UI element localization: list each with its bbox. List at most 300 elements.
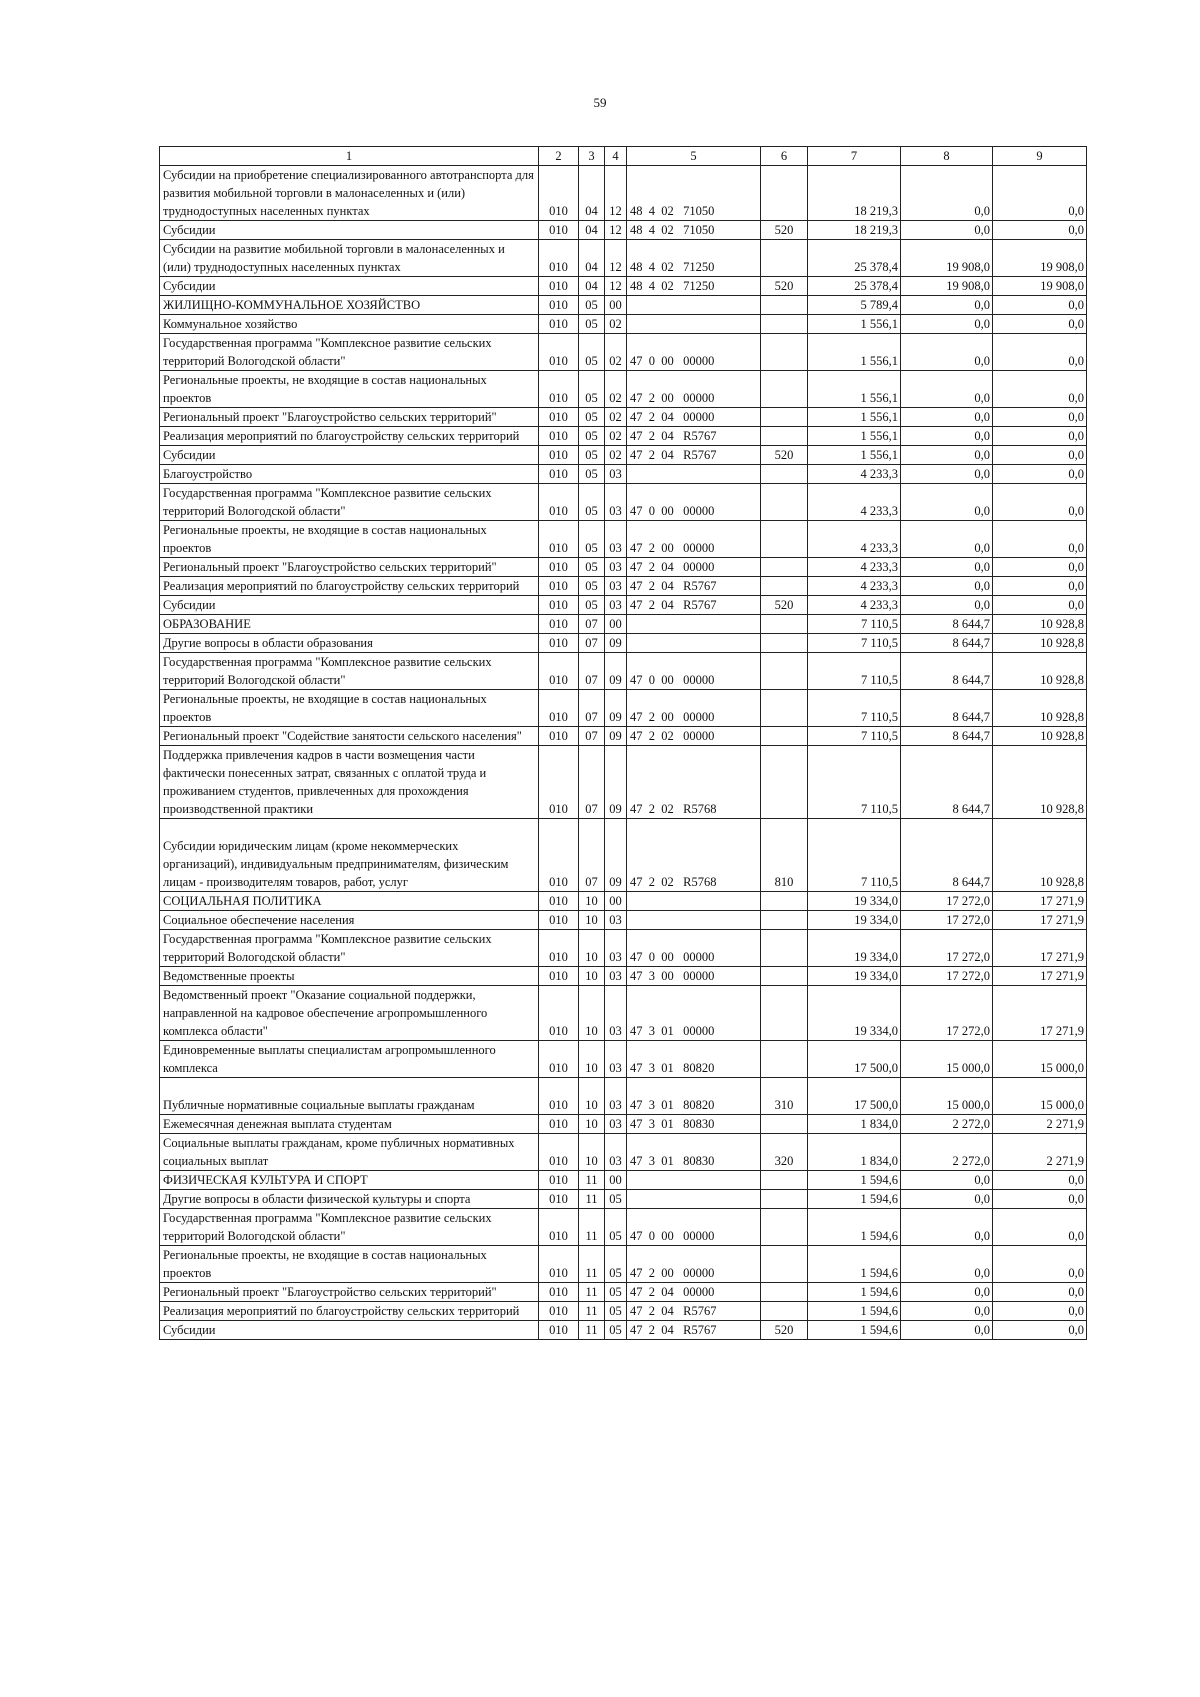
table-row: [160, 427, 1087, 446]
table-row: [160, 819, 1087, 892]
amount-col7: 1 556,1: [808, 371, 901, 408]
code-expense-type: [761, 296, 808, 315]
code-admin: 010: [539, 577, 579, 596]
amount-col9: 0,0: [993, 427, 1087, 446]
code-subsection: 09: [605, 819, 627, 892]
table-row: [160, 521, 1087, 558]
table-row: [160, 166, 1087, 221]
code-target: [627, 911, 761, 930]
code-expense-type: [761, 1190, 808, 1209]
amount-col8: 17 272,0: [901, 930, 993, 967]
amount-col8: 8 644,7: [901, 819, 993, 892]
amount-col8: 2 272,0: [901, 1134, 993, 1171]
code-expense-type: [761, 727, 808, 746]
table-row: [160, 911, 1087, 930]
amount-col9: 0,0: [993, 1302, 1087, 1321]
code-target: 48 4 02 71250: [627, 277, 761, 296]
amount-col9: 19 908,0: [993, 277, 1087, 296]
amount-col9: 0,0: [993, 1209, 1087, 1246]
amount-col8: 0,0: [901, 296, 993, 315]
code-admin: 010: [539, 653, 579, 690]
amount-col9: 0,0: [993, 221, 1087, 240]
code-admin: 010: [539, 1115, 579, 1134]
amount-col7: 1 556,1: [808, 427, 901, 446]
code-expense-type: 810: [761, 819, 808, 892]
code-expense-type: [761, 1302, 808, 1321]
code-section: 07: [579, 634, 605, 653]
row-name: Социальное обеспечение населения: [160, 911, 539, 930]
amount-col9: 0,0: [993, 446, 1087, 465]
row-name: Ведомственный проект "Оказание социальной поддержки, направленной на кадровое обеспечение агропромышленного комплекса области": [160, 986, 539, 1041]
amount-col9: 0,0: [993, 1190, 1087, 1209]
amount-col8: 8 644,7: [901, 653, 993, 690]
amount-col9: 10 928,8: [993, 615, 1087, 634]
code-subsection: 03: [605, 484, 627, 521]
code-target: 47 2 04 R5767: [627, 1302, 761, 1321]
amount-col8: 0,0: [901, 521, 993, 558]
amount-col9: 0,0: [993, 521, 1087, 558]
amount-col8: 19 908,0: [901, 277, 993, 296]
code-admin: 010: [539, 484, 579, 521]
code-admin: 010: [539, 930, 579, 967]
code-expense-type: [761, 465, 808, 484]
code-expense-type: [761, 166, 808, 221]
code-section: 07: [579, 727, 605, 746]
code-expense-type: [761, 1041, 808, 1078]
code-admin: 010: [539, 371, 579, 408]
code-section: 05: [579, 315, 605, 334]
code-subsection: 09: [605, 653, 627, 690]
code-target: [627, 296, 761, 315]
code-subsection: 00: [605, 892, 627, 911]
amount-col8: 0,0: [901, 371, 993, 408]
amount-col8: 0,0: [901, 1302, 993, 1321]
amount-col9: 0,0: [993, 371, 1087, 408]
code-target: 47 2 04 R5767: [627, 596, 761, 615]
amount-col8: 0,0: [901, 1209, 993, 1246]
code-expense-type: [761, 315, 808, 334]
code-section: 10: [579, 1041, 605, 1078]
budget-table: [159, 146, 1087, 1340]
amount-col9: 0,0: [993, 577, 1087, 596]
code-admin: 010: [539, 521, 579, 558]
table-body: [160, 147, 1087, 1340]
amount-col9: 0,0: [993, 1321, 1087, 1340]
row-name: Поддержка привлечения кадров в части возмещения части фактически понесенных затрат, связанных с оплатой труда и проживанием студентов, привлеченных для прохождения производственной практики: [160, 746, 539, 819]
row-name: Региональный проект "Благоустройство сельских территорий": [160, 1283, 539, 1302]
table-row: [160, 986, 1087, 1041]
amount-col9: 0,0: [993, 408, 1087, 427]
code-target: 47 2 00 00000: [627, 521, 761, 558]
row-name: Региональные проекты, не входящие в состав национальных проектов: [160, 371, 539, 408]
row-name: Субсидии: [160, 221, 539, 240]
code-expense-type: [761, 1171, 808, 1190]
table-row: [160, 746, 1087, 819]
code-expense-type: [761, 986, 808, 1041]
amount-col9: 17 271,9: [993, 930, 1087, 967]
code-admin: 010: [539, 1078, 579, 1115]
code-section: 05: [579, 596, 605, 615]
amount-col8: 0,0: [901, 408, 993, 427]
amount-col9: 10 928,8: [993, 690, 1087, 727]
code-section: 05: [579, 577, 605, 596]
code-target: 47 2 04 R5767: [627, 577, 761, 596]
code-subsection: 02: [605, 334, 627, 371]
code-admin: 010: [539, 634, 579, 653]
code-target: 47 3 01 80830: [627, 1115, 761, 1134]
table-row: [160, 1209, 1087, 1246]
table-row: [160, 892, 1087, 911]
code-subsection: 00: [605, 615, 627, 634]
amount-col8: 17 272,0: [901, 986, 993, 1041]
table-row: [160, 1078, 1087, 1115]
code-expense-type: [761, 1115, 808, 1134]
row-name: Ежемесячная денежная выплата студентам: [160, 1115, 539, 1134]
code-target: 47 2 04 00000: [627, 408, 761, 427]
amount-col7: 19 334,0: [808, 930, 901, 967]
code-target: [627, 1171, 761, 1190]
amount-col7: 18 219,3: [808, 221, 901, 240]
table-row: [160, 1115, 1087, 1134]
row-name: Реализация мероприятий по благоустройству сельских территорий: [160, 427, 539, 446]
table-row: [160, 1302, 1087, 1321]
header-row: [160, 147, 1087, 166]
code-target: 47 0 00 00000: [627, 334, 761, 371]
row-name: Государственная программа "Комплексное развитие сельских территорий Вологодской области": [160, 484, 539, 521]
code-subsection: 03: [605, 465, 627, 484]
amount-col9: 0,0: [993, 484, 1087, 521]
amount-col8: 8 644,7: [901, 615, 993, 634]
row-name: Социальные выплаты гражданам, кроме публичных нормативных социальных выплат: [160, 1134, 539, 1171]
amount-col9: 0,0: [993, 1171, 1087, 1190]
amount-col8: 0,0: [901, 1246, 993, 1283]
code-subsection: 05: [605, 1302, 627, 1321]
code-target: 47 2 04 R5767: [627, 1321, 761, 1340]
amount-col7: 7 110,5: [808, 819, 901, 892]
code-section: 10: [579, 892, 605, 911]
code-subsection: 02: [605, 315, 627, 334]
table-row: [160, 1283, 1087, 1302]
code-section: 07: [579, 819, 605, 892]
code-expense-type: [761, 408, 808, 427]
amount-col7: 4 233,3: [808, 521, 901, 558]
code-admin: 010: [539, 315, 579, 334]
amount-col7: 4 233,3: [808, 596, 901, 615]
code-target: 47 3 01 80820: [627, 1041, 761, 1078]
code-expense-type: [761, 1209, 808, 1246]
row-name: СОЦИАЛЬНАЯ ПОЛИТИКА: [160, 892, 539, 911]
header-cell: 7: [808, 147, 901, 166]
amount-col7: 1 556,1: [808, 408, 901, 427]
code-section: 07: [579, 746, 605, 819]
amount-col9: 0,0: [993, 296, 1087, 315]
amount-col7: 25 378,4: [808, 240, 901, 277]
code-admin: 010: [539, 240, 579, 277]
row-name: Другие вопросы в области физической культуры и спорта: [160, 1190, 539, 1209]
amount-col7: 1 556,1: [808, 334, 901, 371]
code-section: 11: [579, 1209, 605, 1246]
amount-col9: 10 928,8: [993, 653, 1087, 690]
code-target: 48 4 02 71250: [627, 240, 761, 277]
code-section: 11: [579, 1283, 605, 1302]
table-row: [160, 690, 1087, 727]
code-expense-type: [761, 634, 808, 653]
code-section: 10: [579, 986, 605, 1041]
amount-col9: 2 271,9: [993, 1134, 1087, 1171]
table-row: [160, 408, 1087, 427]
code-target: 47 3 01 80830: [627, 1134, 761, 1171]
code-admin: 010: [539, 1190, 579, 1209]
row-name: Региональные проекты, не входящие в состав национальных проектов: [160, 1246, 539, 1283]
code-section: 10: [579, 1134, 605, 1171]
row-name: Государственная программа "Комплексное развитие сельских территорий Вологодской области": [160, 653, 539, 690]
code-expense-type: 520: [761, 1321, 808, 1340]
amount-col7: 1 594,6: [808, 1321, 901, 1340]
amount-col8: 0,0: [901, 1321, 993, 1340]
header-cell: 4: [605, 147, 627, 166]
amount-col8: 0,0: [901, 465, 993, 484]
header-cell: 8: [901, 147, 993, 166]
table-row: [160, 465, 1087, 484]
table-row: [160, 221, 1087, 240]
table-row: [160, 596, 1087, 615]
amount-col7: 7 110,5: [808, 746, 901, 819]
code-admin: 010: [539, 727, 579, 746]
amount-col7: 1 594,6: [808, 1171, 901, 1190]
header-cell: 5: [627, 147, 761, 166]
code-subsection: 03: [605, 986, 627, 1041]
code-subsection: 03: [605, 1134, 627, 1171]
code-subsection: 03: [605, 521, 627, 558]
amount-col7: 5 789,4: [808, 296, 901, 315]
code-section: 11: [579, 1171, 605, 1190]
amount-col7: 17 500,0: [808, 1078, 901, 1115]
code-section: 04: [579, 240, 605, 277]
amount-col8: 0,0: [901, 1171, 993, 1190]
code-target: 47 0 00 00000: [627, 653, 761, 690]
code-section: 05: [579, 484, 605, 521]
code-expense-type: [761, 240, 808, 277]
amount-col9: 10 928,8: [993, 819, 1087, 892]
code-section: 07: [579, 653, 605, 690]
row-name: Региональный проект "Благоустройство сельских территорий": [160, 558, 539, 577]
code-section: 05: [579, 521, 605, 558]
code-section: 10: [579, 1115, 605, 1134]
code-admin: 010: [539, 1041, 579, 1078]
amount-col7: 4 233,3: [808, 465, 901, 484]
row-name: Государственная программа "Комплексное развитие сельских территорий Вологодской области": [160, 334, 539, 371]
code-target: 47 3 01 00000: [627, 986, 761, 1041]
row-name: Коммунальное хозяйство: [160, 315, 539, 334]
code-target: [627, 315, 761, 334]
amount-col7: 19 334,0: [808, 967, 901, 986]
amount-col7: 4 233,3: [808, 484, 901, 521]
amount-col9: 10 928,8: [993, 727, 1087, 746]
amount-col8: 0,0: [901, 596, 993, 615]
code-subsection: 03: [605, 967, 627, 986]
code-target: 47 0 00 00000: [627, 484, 761, 521]
code-section: 11: [579, 1190, 605, 1209]
table-row: [160, 315, 1087, 334]
code-target: 48 4 02 71050: [627, 166, 761, 221]
amount-col9: 17 271,9: [993, 967, 1087, 986]
code-target: [627, 465, 761, 484]
code-subsection: 03: [605, 930, 627, 967]
code-expense-type: [761, 371, 808, 408]
code-expense-type: [761, 615, 808, 634]
header-cell: 1: [160, 147, 539, 166]
code-admin: 010: [539, 892, 579, 911]
amount-col8: 15 000,0: [901, 1078, 993, 1115]
code-expense-type: [761, 892, 808, 911]
code-subsection: 05: [605, 1209, 627, 1246]
amount-col7: 4 233,3: [808, 577, 901, 596]
code-expense-type: [761, 967, 808, 986]
code-target: 47 2 02 R5768: [627, 819, 761, 892]
amount-col9: 0,0: [993, 596, 1087, 615]
row-name: Другие вопросы в области образования: [160, 634, 539, 653]
amount-col7: 19 334,0: [808, 892, 901, 911]
code-section: 10: [579, 911, 605, 930]
code-expense-type: 310: [761, 1078, 808, 1115]
amount-col8: 0,0: [901, 1190, 993, 1209]
code-target: 47 2 02 00000: [627, 727, 761, 746]
amount-col8: 2 272,0: [901, 1115, 993, 1134]
table-row: [160, 1134, 1087, 1171]
code-section: 04: [579, 277, 605, 296]
code-admin: 010: [539, 1321, 579, 1340]
row-name: ЖИЛИЩНО-КОММУНАЛЬНОЕ ХОЗЯЙСТВО: [160, 296, 539, 315]
code-admin: 010: [539, 615, 579, 634]
code-section: 04: [579, 166, 605, 221]
table-row: [160, 727, 1087, 746]
code-target: 47 2 02 R5768: [627, 746, 761, 819]
code-subsection: 05: [605, 1190, 627, 1209]
code-section: 07: [579, 690, 605, 727]
code-expense-type: [761, 558, 808, 577]
code-subsection: 03: [605, 577, 627, 596]
code-target: 47 2 04 R5767: [627, 427, 761, 446]
table-row: [160, 558, 1087, 577]
code-admin: 010: [539, 819, 579, 892]
code-expense-type: [761, 690, 808, 727]
code-admin: 010: [539, 1209, 579, 1246]
amount-col7: 25 378,4: [808, 277, 901, 296]
code-target: [627, 634, 761, 653]
code-subsection: 09: [605, 634, 627, 653]
row-name: Субсидии: [160, 446, 539, 465]
table-row: [160, 653, 1087, 690]
row-name: ФИЗИЧЕСКАЯ КУЛЬТУРА И СПОРТ: [160, 1171, 539, 1190]
code-expense-type: [761, 746, 808, 819]
table-row: [160, 334, 1087, 371]
code-subsection: 12: [605, 277, 627, 296]
amount-col8: 17 272,0: [901, 967, 993, 986]
code-section: 05: [579, 446, 605, 465]
amount-col8: 0,0: [901, 427, 993, 446]
amount-col7: 7 110,5: [808, 653, 901, 690]
code-subsection: 03: [605, 1115, 627, 1134]
code-expense-type: [761, 1246, 808, 1283]
amount-col7: 18 219,3: [808, 166, 901, 221]
amount-col8: 0,0: [901, 166, 993, 221]
amount-col7: 1 834,0: [808, 1115, 901, 1134]
amount-col8: 8 644,7: [901, 690, 993, 727]
amount-col8: 8 644,7: [901, 634, 993, 653]
code-admin: 010: [539, 1134, 579, 1171]
table-row: [160, 296, 1087, 315]
table-row: [160, 1171, 1087, 1190]
amount-col8: 8 644,7: [901, 727, 993, 746]
code-admin: 010: [539, 408, 579, 427]
code-subsection: 09: [605, 746, 627, 819]
row-name: Региональные проекты, не входящие в состав национальных проектов: [160, 521, 539, 558]
table-row: [160, 967, 1087, 986]
amount-col7: 1 594,6: [808, 1283, 901, 1302]
code-subsection: 12: [605, 166, 627, 221]
table-row: [160, 371, 1087, 408]
table-row: [160, 577, 1087, 596]
code-admin: 010: [539, 221, 579, 240]
code-target: 48 4 02 71050: [627, 221, 761, 240]
code-subsection: 12: [605, 221, 627, 240]
code-expense-type: [761, 427, 808, 446]
amount-col8: 17 272,0: [901, 911, 993, 930]
code-admin: 010: [539, 746, 579, 819]
table-row: [160, 1246, 1087, 1283]
amount-col8: 0,0: [901, 558, 993, 577]
code-admin: 010: [539, 690, 579, 727]
code-subsection: 02: [605, 371, 627, 408]
code-subsection: 09: [605, 727, 627, 746]
code-expense-type: [761, 577, 808, 596]
row-name: Региональный проект "Благоустройство сельских территорий": [160, 408, 539, 427]
code-target: [627, 615, 761, 634]
amount-col9: 0,0: [993, 334, 1087, 371]
amount-col8: 15 000,0: [901, 1041, 993, 1078]
row-name: Субсидии: [160, 596, 539, 615]
code-section: 04: [579, 221, 605, 240]
header-cell: 9: [993, 147, 1087, 166]
header-cell: 3: [579, 147, 605, 166]
code-target: 47 3 00 00000: [627, 967, 761, 986]
code-admin: 010: [539, 1283, 579, 1302]
amount-col7: 7 110,5: [808, 634, 901, 653]
amount-col8: 0,0: [901, 221, 993, 240]
code-section: 05: [579, 558, 605, 577]
code-admin: 010: [539, 334, 579, 371]
row-name: Благоустройство: [160, 465, 539, 484]
code-admin: 010: [539, 1302, 579, 1321]
amount-col9: 0,0: [993, 166, 1087, 221]
code-section: 10: [579, 930, 605, 967]
code-subsection: 05: [605, 1283, 627, 1302]
amount-col9: 17 271,9: [993, 892, 1087, 911]
code-subsection: 12: [605, 240, 627, 277]
amount-col9: 0,0: [993, 558, 1087, 577]
code-target: 47 2 00 00000: [627, 1246, 761, 1283]
amount-col8: 0,0: [901, 1283, 993, 1302]
amount-col7: 7 110,5: [808, 727, 901, 746]
code-target: 47 2 04 00000: [627, 558, 761, 577]
code-section: 07: [579, 615, 605, 634]
code-section: 05: [579, 465, 605, 484]
amount-col8: 17 272,0: [901, 892, 993, 911]
row-name: Единовременные выплаты специалистам агропромышленного комплекса: [160, 1041, 539, 1078]
amount-col8: 19 908,0: [901, 240, 993, 277]
table-row: [160, 615, 1087, 634]
row-name: Ведомственные проекты: [160, 967, 539, 986]
